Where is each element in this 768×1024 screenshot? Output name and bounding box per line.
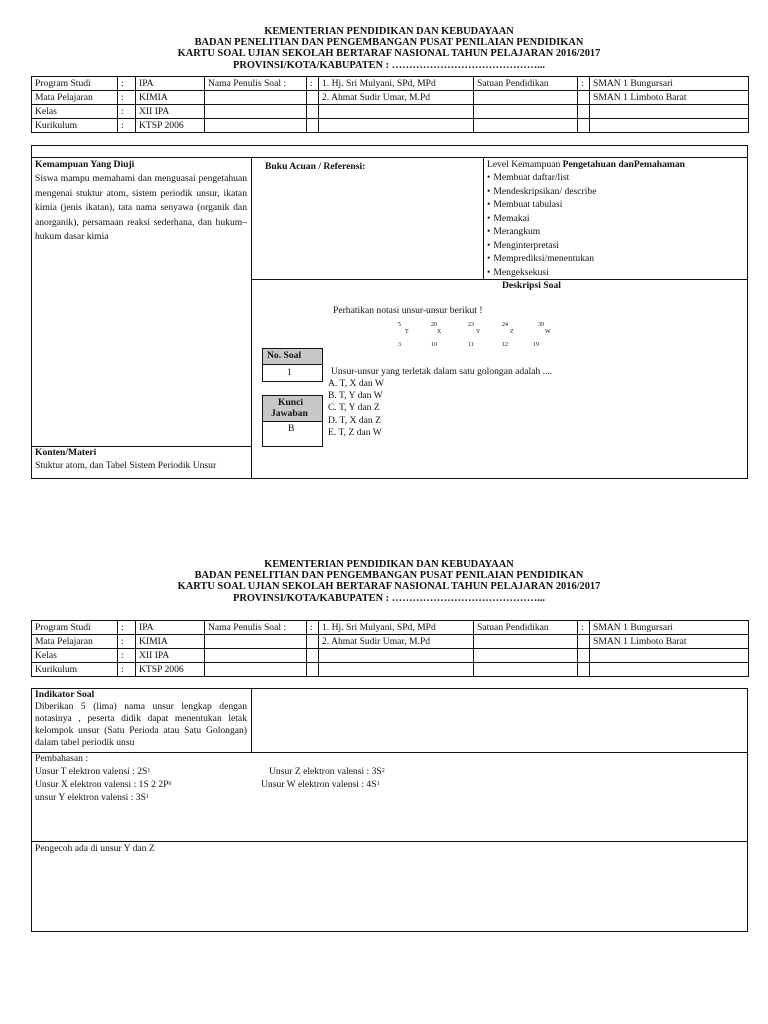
question-intro: Perhatikan notasi unsur-unsur berikut ! bbox=[333, 305, 483, 316]
no-soal-label: No. Soal bbox=[267, 350, 302, 361]
divider bbox=[262, 421, 323, 422]
level-item: • Mengeksekusi bbox=[487, 267, 549, 279]
meta-row bbox=[32, 119, 749, 133]
meta-label: Mata Pelajaran bbox=[32, 91, 118, 105]
element-symbol: X bbox=[437, 329, 442, 335]
header-line-agency: BADAN PENELITIAN DAN PENGEMBANGAN PUSAT PENILAIAN PENDIDIKAN bbox=[194, 37, 584, 49]
divider bbox=[251, 688, 252, 753]
divider bbox=[262, 364, 323, 365]
neutron-count: 19 bbox=[533, 342, 539, 348]
meta-label: Kurikulum bbox=[32, 663, 118, 677]
meta-colon: : bbox=[118, 105, 136, 119]
meta-label: Kelas bbox=[32, 105, 118, 119]
valence-superscript: 1 bbox=[145, 794, 149, 800]
level-item: • Menginterpretasi bbox=[487, 240, 559, 252]
header-line-ministry: KEMENTERIAN PENDIDIKAN DAN KEBUDAYAAN bbox=[264, 26, 514, 37]
pembahasan-line-x bbox=[35, 779, 172, 791]
atomic-number: 23 bbox=[468, 322, 474, 328]
pembahasan-title: Pembahasan : bbox=[35, 753, 89, 764]
meta-empty bbox=[205, 119, 307, 133]
meta-empty bbox=[474, 119, 578, 133]
meta-value: IPA bbox=[136, 77, 205, 91]
pengecoh-text: Pengecoh ada di unsur Y dan Z bbox=[35, 843, 155, 854]
meta-value: KIMIA bbox=[136, 635, 205, 649]
meta-empty bbox=[319, 663, 474, 677]
meta-empty bbox=[578, 663, 590, 677]
meta-colon: : bbox=[118, 91, 136, 105]
meta-label: Program Studi bbox=[32, 621, 118, 635]
soal-card-2 bbox=[31, 559, 747, 604]
meta-value: KTSP 2006 bbox=[136, 119, 205, 133]
meta-colon: : bbox=[118, 635, 136, 649]
card-header bbox=[31, 26, 747, 71]
meta-label: Kelas bbox=[32, 649, 118, 663]
meta-colon: : bbox=[118, 621, 136, 635]
meta-value: KIMIA bbox=[136, 91, 205, 105]
atomic-number: 24 bbox=[502, 322, 508, 328]
penulis-label: Nama Penulis Soal : bbox=[205, 621, 307, 635]
divider bbox=[31, 841, 748, 842]
kemampuan-title: Kemampuan Yang Diuji bbox=[35, 159, 135, 170]
meta-label: Mata Pelajaran bbox=[32, 635, 118, 649]
indikator-text: Diberikan 5 (lima) nama unsur lengkap dengan notasinya , peserta didik dapat menentukan letak kelompok unsur (Satu Perioda atau Satu Golongan) dalam tabel periodik unsu bbox=[35, 701, 247, 748]
meta-colon: : bbox=[118, 119, 136, 133]
valence-text: Unsur W elektron valensi : 4S bbox=[261, 779, 377, 790]
indikator-title: Indikator Soal bbox=[35, 689, 95, 700]
pembahasan-line-z bbox=[269, 766, 385, 778]
atomic-number: 5 bbox=[398, 322, 401, 328]
meta-empty bbox=[319, 649, 474, 663]
divider bbox=[31, 752, 748, 753]
meta-empty bbox=[578, 635, 590, 649]
meta-empty bbox=[205, 635, 307, 649]
meta-row bbox=[32, 649, 749, 663]
level-item: • Mendeskripsikan/ describe bbox=[487, 186, 596, 198]
card-header bbox=[31, 559, 747, 604]
meta-empty bbox=[307, 635, 319, 649]
atomic-number: 39 bbox=[538, 322, 544, 328]
question-text: Unsur-unsur yang terletak dalam satu golongan adalah .... bbox=[331, 366, 553, 377]
penulis-value: 2. Ahmat Sudir Umar, M.Pd bbox=[319, 91, 474, 105]
meta-row bbox=[32, 91, 749, 105]
option-b: B. T, Y dan W bbox=[328, 390, 383, 401]
meta-empty bbox=[590, 663, 749, 677]
neutron-count: 3 bbox=[398, 342, 401, 348]
satuan-value: SMAN 1 Bungursari bbox=[590, 621, 749, 635]
penulis-value: 1. Hj. Sri Mulyani, SPd, MPd bbox=[319, 77, 474, 91]
meta-row bbox=[32, 635, 749, 649]
meta-empty bbox=[205, 105, 307, 119]
satuan-value: SMAN 1 Limboto Barat bbox=[590, 635, 749, 649]
level-item: • Membuat tabulasi bbox=[487, 199, 562, 211]
level-item: • Membuat daftar/list bbox=[487, 172, 569, 184]
option-a: A. T, X dan W bbox=[328, 378, 384, 389]
meta-empty bbox=[205, 91, 307, 105]
meta-table-1 bbox=[31, 76, 749, 133]
element-symbol: T bbox=[405, 329, 409, 335]
divider bbox=[251, 279, 748, 280]
meta-empty bbox=[474, 649, 578, 663]
meta-row bbox=[32, 77, 749, 91]
level-item: • Memakai bbox=[487, 213, 530, 225]
meta-empty bbox=[578, 649, 590, 663]
meta-colon: : bbox=[307, 621, 319, 635]
meta-empty bbox=[307, 105, 319, 119]
meta-empty bbox=[474, 663, 578, 677]
deskripsi-title: Deskripsi Soal bbox=[502, 280, 561, 291]
meta-value: XII IPA bbox=[136, 649, 205, 663]
penulis-label: Nama Penulis Soal : bbox=[205, 77, 307, 91]
divider bbox=[251, 157, 252, 479]
header-line-agency: BADAN PENELITIAN DAN PENGEMBANGAN PUSAT PENILAIAN PENDIDIKAN bbox=[194, 570, 584, 582]
meta-empty bbox=[474, 105, 578, 119]
kemampuan-text: Siswa mampu memahami dan menguasai pengetahuan mengenai stuktur atom, sistem periodik unsur, ikatan kimia (jenis ikatan), tata nama senyawa (organik dan anorganik), persamaan reaksi sederhana, dan hukum–hukum dasar kimia bbox=[35, 173, 247, 242]
meta-table-2 bbox=[31, 620, 749, 677]
valence-text: unsur Y elektron valensi : 3S bbox=[35, 792, 146, 803]
element-symbol: W bbox=[545, 329, 551, 335]
option-c: C. T, Y dan Z bbox=[328, 402, 380, 413]
meta-label: Program Studi bbox=[32, 77, 118, 91]
header-line-province: PROVINSI/KOTA/KABUPATEN : ……………………………………... bbox=[232, 59, 546, 71]
valence-superscript: 2 bbox=[381, 768, 385, 774]
pembahasan-line-t bbox=[35, 766, 150, 778]
meta-empty bbox=[205, 663, 307, 677]
meta-empty bbox=[205, 649, 307, 663]
meta-colon: : bbox=[307, 77, 319, 91]
satuan-label: Satuan Pendidikan bbox=[474, 621, 578, 635]
option-d: D. T, X dan Z bbox=[328, 415, 381, 426]
satuan-value: SMAN 1 Bungursari bbox=[590, 77, 749, 91]
atomic-number: 20 bbox=[431, 322, 437, 328]
option-e: E. T, Z dan W bbox=[328, 427, 382, 438]
valence-text: Unsur Z elektron valensi : 3S bbox=[269, 766, 382, 777]
meta-empty bbox=[590, 105, 749, 119]
level-bold: Pengetahuan danPemahaman bbox=[562, 159, 686, 170]
level-item: • Merangkum bbox=[487, 226, 540, 238]
meta-empty bbox=[578, 91, 590, 105]
meta-value: KTSP 2006 bbox=[136, 663, 205, 677]
header-line-card-title: KARTU SOAL UJIAN SEKOLAH BERTARAF NASIONAL TAHUN PELAJARAN 2016/2017 bbox=[177, 48, 601, 60]
meta-label: Kurikulum bbox=[32, 119, 118, 133]
element-symbol: Y bbox=[476, 329, 481, 335]
meta-empty bbox=[578, 119, 590, 133]
meta-value: XII IPA bbox=[136, 105, 205, 119]
meta-colon: : bbox=[118, 77, 136, 91]
divider bbox=[483, 157, 484, 280]
meta-colon: : bbox=[118, 663, 136, 677]
meta-row bbox=[32, 663, 749, 677]
meta-empty bbox=[590, 649, 749, 663]
kunci-label: Jawaban bbox=[271, 408, 308, 419]
valence-superscript: 6 bbox=[168, 781, 172, 787]
meta-colon: : bbox=[578, 77, 590, 91]
kunci-value: B bbox=[288, 423, 295, 434]
neutron-count: 12 bbox=[502, 342, 508, 348]
meta-row bbox=[32, 105, 749, 119]
meta-row bbox=[32, 621, 749, 635]
meta-empty bbox=[307, 649, 319, 663]
meta-empty bbox=[319, 105, 474, 119]
header-line-card-title: KARTU SOAL UJIAN SEKOLAH BERTARAF NASIONAL TAHUN PELAJARAN 2016/2017 bbox=[177, 581, 601, 593]
penulis-value: 2. Ahmat Sudir Umar, M.Pd bbox=[319, 635, 474, 649]
neutron-count: 10 bbox=[431, 342, 437, 348]
neutron-count: 11 bbox=[468, 342, 474, 348]
meta-empty bbox=[578, 105, 590, 119]
konten-title: Konten/Materi bbox=[35, 447, 97, 458]
level-item: • Memprediksi/menentukan bbox=[487, 253, 594, 265]
buku-acuan-label: Buku Acuan / Referensi: bbox=[265, 161, 366, 172]
level-prefix: Level Kemampuan bbox=[487, 159, 561, 170]
konten-text: Stuktur atom, dan Tabel Sistem Periodik Unsur bbox=[35, 460, 217, 471]
soal-card-1 bbox=[31, 26, 747, 71]
meta-empty bbox=[474, 635, 578, 649]
element-symbol: Z bbox=[510, 329, 514, 335]
meta-empty bbox=[319, 119, 474, 133]
meta-colon: : bbox=[118, 649, 136, 663]
meta-colon: : bbox=[578, 621, 590, 635]
header-line-ministry: KEMENTERIAN PENDIDIKAN DAN KEBUDAYAAN bbox=[264, 559, 514, 570]
valence-text: Unsur X elektron valensi : 1S 2 2P bbox=[35, 779, 169, 790]
level-kemampuan bbox=[487, 159, 685, 171]
satuan-value: SMAN 1 Limboto Barat bbox=[590, 91, 749, 105]
pembahasan-line-w bbox=[261, 779, 380, 791]
meta-empty bbox=[307, 91, 319, 105]
meta-empty bbox=[307, 663, 319, 677]
header-line-province: PROVINSI/KOTA/KABUPATEN : ……………………………………... bbox=[232, 592, 546, 604]
meta-empty bbox=[590, 119, 749, 133]
meta-empty bbox=[474, 91, 578, 105]
pembahasan-line-y bbox=[35, 792, 149, 804]
meta-value: IPA bbox=[136, 621, 205, 635]
meta-empty bbox=[307, 119, 319, 133]
satuan-label: Satuan Pendidikan bbox=[474, 77, 578, 91]
kunci-label: Kunci bbox=[278, 397, 304, 408]
no-soal-value: 1 bbox=[287, 367, 292, 378]
valence-superscript: 1 bbox=[376, 781, 380, 787]
valence-text: Unsur T elektron valensi : 2S bbox=[35, 766, 148, 777]
penulis-value: 1. Hj. Sri Mulyani, SPd, MPd bbox=[319, 621, 474, 635]
valence-superscript: 1 bbox=[147, 768, 151, 774]
